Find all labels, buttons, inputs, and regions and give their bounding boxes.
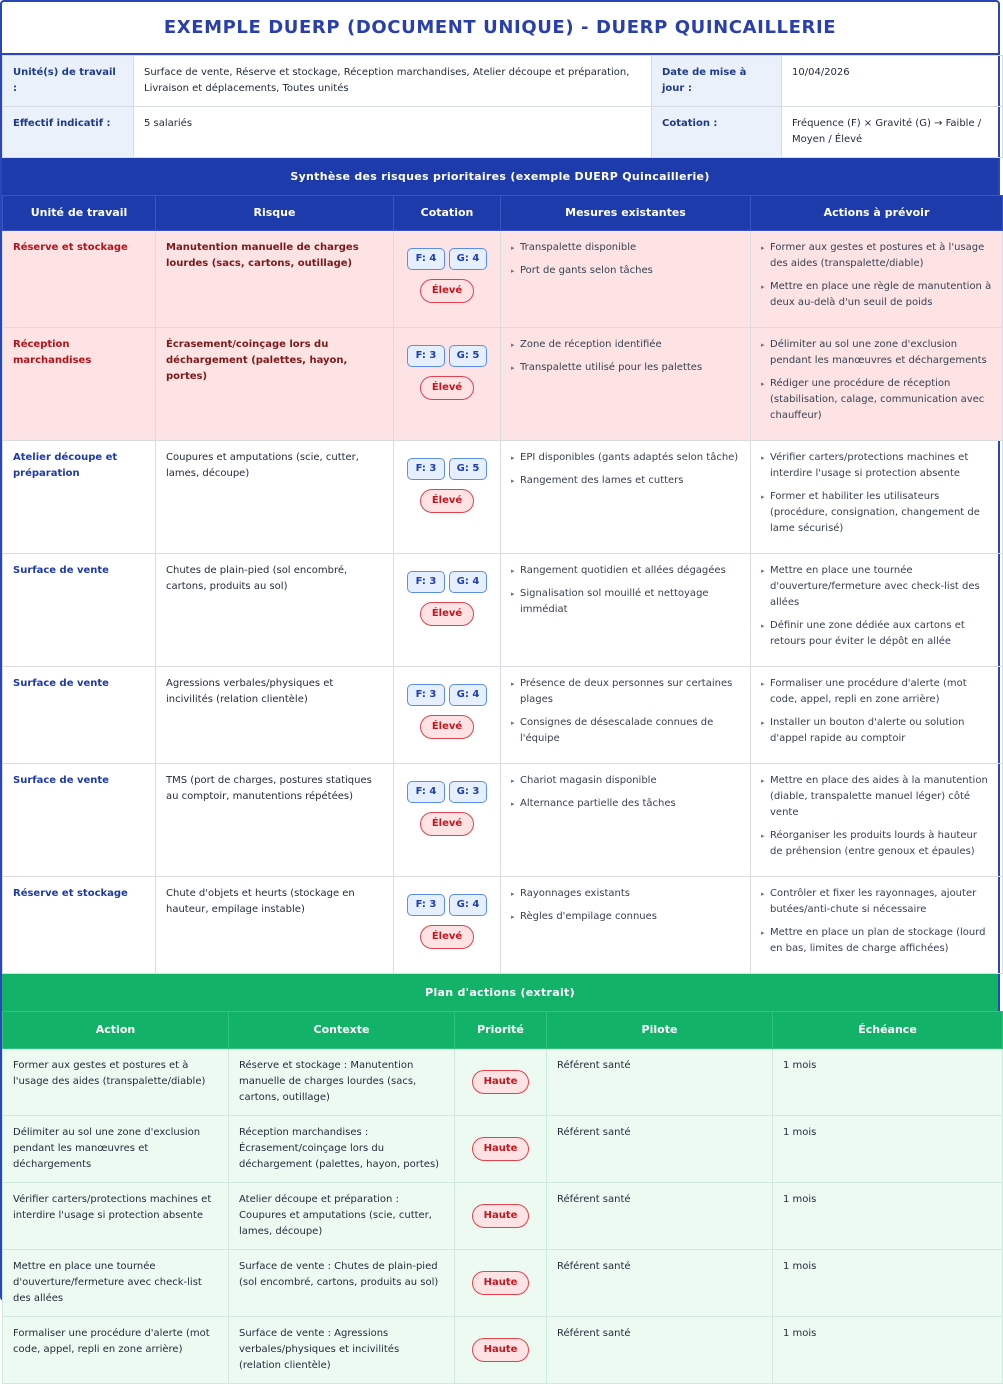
risk-row xyxy=(3,328,1003,441)
risks-header-risk: Risque xyxy=(156,196,394,231)
plan-deadline: 1 mois xyxy=(773,1116,1003,1183)
action-item: ▸ Vérifier carters/protections machines et interdire l'usage si protection absente xyxy=(761,450,992,482)
risk-actions xyxy=(751,877,1003,974)
plan-header-context: Contexte xyxy=(229,1012,455,1049)
frequency-badge: F: 3 xyxy=(407,571,445,593)
risk-description: Coupures et amputations (scie, cutter, lames, découpe) xyxy=(156,441,394,554)
risk-row xyxy=(3,764,1003,877)
frequency-badge: F: 4 xyxy=(407,248,445,270)
plan-header-pilot: Pilote xyxy=(547,1012,773,1049)
measure-item: ▸ Présence de deux personnes sur certaines plages xyxy=(511,676,740,708)
risk-actions xyxy=(751,328,1003,441)
action-item: ▸ Réorganiser les produits lourds à hauteur de préhension (entre genoux et épaules) xyxy=(761,828,992,860)
priority-badge: Haute xyxy=(472,1338,530,1362)
risk-measures xyxy=(501,554,751,667)
plan-header-priority: Priorité xyxy=(455,1012,547,1049)
risks-header-cotation: Cotation xyxy=(394,196,501,231)
level-badge: Élevé xyxy=(420,489,474,513)
plan-context: Surface de vente : Chutes de plain-pied (sol encombré, cartons, produits au sol) xyxy=(229,1250,455,1317)
units-value: Surface de vente, Réserve et stockage, Réception marchandises, Atelier découpe et préparation, Livraison et déplacements, Toutes unités xyxy=(134,56,652,107)
level-badge: Élevé xyxy=(420,715,474,739)
action-item: ▸ Installer un bouton d'alerte ou solution d'appel rapide au comptoir xyxy=(761,715,992,747)
plan-row xyxy=(3,1250,1003,1317)
gravity-badge: G: 4 xyxy=(449,248,487,270)
plan-pilot: Référent santé xyxy=(547,1250,773,1317)
risk-cotation xyxy=(394,231,501,328)
risk-row xyxy=(3,877,1003,974)
risk-row xyxy=(3,231,1003,328)
action-item: ▸ Mettre en place un plan de stockage (lourd en bas, limites de charge affichées) xyxy=(761,925,992,957)
gravity-badge: G: 4 xyxy=(449,894,487,916)
plan-section-title: Plan d'actions (extrait) xyxy=(2,974,998,1011)
action-item: ▸ Contrôler et fixer les rayonnages, ajouter butées/anti-chute si nécessaire xyxy=(761,886,992,918)
level-badge: Élevé xyxy=(420,602,474,626)
risk-unit: Surface de vente xyxy=(3,554,156,667)
plan-context: Atelier découpe et préparation : Coupures et amputations (scie, cutter, lames, découpe) xyxy=(229,1183,455,1250)
measure-item: ▸ EPI disponibles (gants adaptés selon tâche) xyxy=(511,450,740,466)
risk-description: Chutes de plain-pied (sol encombré, cartons, produits au sol) xyxy=(156,554,394,667)
action-item: ▸ Mettre en place une règle de manutention à deux au-delà d'un seuil de poids xyxy=(761,279,992,311)
risk-cotation xyxy=(394,554,501,667)
plan-action: Vérifier carters/protections machines et interdire l'usage si protection absente xyxy=(3,1183,229,1250)
measure-item: ▸ Règles d'empilage connues xyxy=(511,909,740,925)
plan-pilot: Référent santé xyxy=(547,1317,773,1384)
measure-item: ▸ Rangement quotidien et allées dégagées xyxy=(511,563,740,579)
plan-pilot: Référent santé xyxy=(547,1183,773,1250)
plan-row xyxy=(3,1116,1003,1183)
effectif-value: 5 salariés xyxy=(134,107,652,158)
plan-deadline: 1 mois xyxy=(773,1250,1003,1317)
risks-section-title: Synthèse des risques prioritaires (exemple DUERP Quincaillerie) xyxy=(2,158,998,195)
risk-unit: Surface de vente xyxy=(3,764,156,877)
risk-description: Écrasement/coinçage lors du déchargement (palettes, hayon, portes) xyxy=(156,328,394,441)
risks-header-unit: Unité de travail xyxy=(3,196,156,231)
level-badge: Élevé xyxy=(420,279,474,303)
info-table xyxy=(2,55,1003,158)
risk-unit: Atelier découpe et préparation xyxy=(3,441,156,554)
risk-actions xyxy=(751,764,1003,877)
plan-table xyxy=(2,1011,1003,1384)
plan-pilot: Référent santé xyxy=(547,1049,773,1116)
plan-action: Délimiter au sol une zone d'exclusion pendant les manœuvres et déchargements xyxy=(3,1116,229,1183)
risk-actions xyxy=(751,554,1003,667)
risk-measures xyxy=(501,764,751,877)
action-item: ▸ Formaliser une procédure d'alerte (mot code, appel, repli en zone arrière) xyxy=(761,676,992,708)
measure-item: ▸ Port de gants selon tâches xyxy=(511,263,740,279)
priority-badge: Haute xyxy=(472,1070,530,1094)
plan-priority xyxy=(455,1250,547,1317)
risk-description: Chute d'objets et heurts (stockage en hauteur, empilage instable) xyxy=(156,877,394,974)
risk-row xyxy=(3,667,1003,764)
action-item: ▸ Former et habiliter les utilisateurs (procédure, consignation, changement de lame sécurisé) xyxy=(761,489,992,537)
plan-deadline: 1 mois xyxy=(773,1183,1003,1250)
level-badge: Élevé xyxy=(420,925,474,949)
risk-description: TMS (port de charges, postures statiques au comptoir, manutentions répétées) xyxy=(156,764,394,877)
priority-badge: Haute xyxy=(472,1204,530,1228)
frequency-badge: F: 3 xyxy=(407,684,445,706)
frequency-badge: F: 3 xyxy=(407,458,445,480)
plan-priority xyxy=(455,1049,547,1116)
plan-context: Réception marchandises : Écrasement/coinçage lors du déchargement (palettes, hayon, portes) xyxy=(229,1116,455,1183)
risk-cotation xyxy=(394,667,501,764)
risks-header-measures: Mesures existantes xyxy=(501,196,751,231)
cotation-label: Cotation : xyxy=(652,107,782,158)
risk-unit: Réception marchandises xyxy=(3,328,156,441)
measure-item: ▸ Alternance partielle des tâches xyxy=(511,796,740,812)
risks-table xyxy=(2,195,1003,974)
plan-context: Réserve et stockage : Manutention manuelle de charges lourdes (sacs, cartons, outillage) xyxy=(229,1049,455,1116)
risk-unit: Réserve et stockage xyxy=(3,231,156,328)
plan-priority xyxy=(455,1317,547,1384)
risk-row xyxy=(3,554,1003,667)
frequency-badge: F: 4 xyxy=(407,781,445,803)
risk-actions xyxy=(751,441,1003,554)
action-item: ▸ Former aux gestes et postures et à l'usage des aides (transpalette/diable) xyxy=(761,240,992,272)
plan-header-deadline: Échéance xyxy=(773,1012,1003,1049)
plan-context: Surface de vente : Agressions verbales/physiques et incivilités (relation clientèle) xyxy=(229,1317,455,1384)
level-badge: Élevé xyxy=(420,812,474,836)
date-value: 10/04/2026 xyxy=(782,56,1003,107)
cotation-value: Fréquence (F) × Gravité (G) → Faible / Moyen / Élevé xyxy=(782,107,1003,158)
risk-actions xyxy=(751,231,1003,328)
risk-measures xyxy=(501,328,751,441)
priority-badge: Haute xyxy=(472,1137,530,1161)
measure-item: ▸ Rayonnages existants xyxy=(511,886,740,902)
risk-description: Agressions verbales/physiques et incivilités (relation clientèle) xyxy=(156,667,394,764)
plan-action: Former aux gestes et postures et à l'usage des aides (transpalette/diable) xyxy=(3,1049,229,1116)
measure-item: ▸ Transpalette disponible xyxy=(511,240,740,256)
risk-measures xyxy=(501,877,751,974)
plan-row xyxy=(3,1049,1003,1116)
action-item: ▸ Délimiter au sol une zone d'exclusion pendant les manœuvres et déchargements xyxy=(761,337,992,369)
gravity-badge: G: 5 xyxy=(449,458,487,480)
units-label: Unité(s) de travail : xyxy=(3,56,134,107)
gravity-badge: G: 4 xyxy=(449,684,487,706)
level-badge: Élevé xyxy=(420,376,474,400)
gravity-badge: G: 3 xyxy=(449,781,487,803)
plan-deadline: 1 mois xyxy=(773,1049,1003,1116)
action-item: ▸ Mettre en place une tournée d'ouverture/fermeture avec check-list des allées xyxy=(761,563,992,611)
risk-row xyxy=(3,441,1003,554)
action-item: ▸ Rédiger une procédure de réception (stabilisation, calage, communication avec chauffeur) xyxy=(761,376,992,424)
measure-item: ▸ Zone de réception identifiée xyxy=(511,337,740,353)
risk-unit: Réserve et stockage xyxy=(3,877,156,974)
measure-item: ▸ Rangement des lames et cutters xyxy=(511,473,740,489)
risk-cotation xyxy=(394,441,501,554)
gravity-badge: G: 4 xyxy=(449,571,487,593)
plan-pilot: Référent santé xyxy=(547,1116,773,1183)
action-item: ▸ Définir une zone dédiée aux cartons et retours pour éviter le dépôt en allée xyxy=(761,618,992,650)
measure-item: ▸ Consignes de désescalade connues de l'équipe xyxy=(511,715,740,747)
measure-item: ▸ Transpalette utilisé pour les palettes xyxy=(511,360,740,376)
plan-priority xyxy=(455,1116,547,1183)
date-label: Date de mise à jour : xyxy=(652,56,782,107)
measure-item: ▸ Chariot magasin disponible xyxy=(511,773,740,789)
risk-cotation xyxy=(394,877,501,974)
measure-item: ▸ Signalisation sol mouillé et nettoyage immédiat xyxy=(511,586,740,618)
effectif-label: Effectif indicatif : xyxy=(3,107,134,158)
plan-deadline: 1 mois xyxy=(773,1317,1003,1384)
risks-header-actions: Actions à prévoir xyxy=(751,196,1003,231)
risk-measures xyxy=(501,231,751,328)
page-title: EXEMPLE DUERP (DOCUMENT UNIQUE) - DUERP QUINCAILLERIE xyxy=(2,2,998,55)
plan-action: Mettre en place une tournée d'ouverture/fermeture avec check-list des allées xyxy=(3,1250,229,1317)
plan-priority xyxy=(455,1183,547,1250)
gravity-badge: G: 5 xyxy=(449,345,487,367)
risk-measures xyxy=(501,667,751,764)
plan-action: Formaliser une procédure d'alerte (mot code, appel, repli en zone arrière) xyxy=(3,1317,229,1384)
frequency-badge: F: 3 xyxy=(407,894,445,916)
risk-measures xyxy=(501,441,751,554)
plan-header-action: Action xyxy=(3,1012,229,1049)
risk-actions xyxy=(751,667,1003,764)
plan-row xyxy=(3,1317,1003,1384)
risk-cotation xyxy=(394,328,501,441)
frequency-badge: F: 3 xyxy=(407,345,445,367)
action-item: ▸ Mettre en place des aides à la manutention (diable, transpalette manuel léger) côté vente xyxy=(761,773,992,821)
risk-cotation xyxy=(394,764,501,877)
risk-unit: Surface de vente xyxy=(3,667,156,764)
priority-badge: Haute xyxy=(472,1271,530,1295)
plan-row xyxy=(3,1183,1003,1250)
risk-description: Manutention manuelle de charges lourdes (sacs, cartons, outillage) xyxy=(156,231,394,328)
